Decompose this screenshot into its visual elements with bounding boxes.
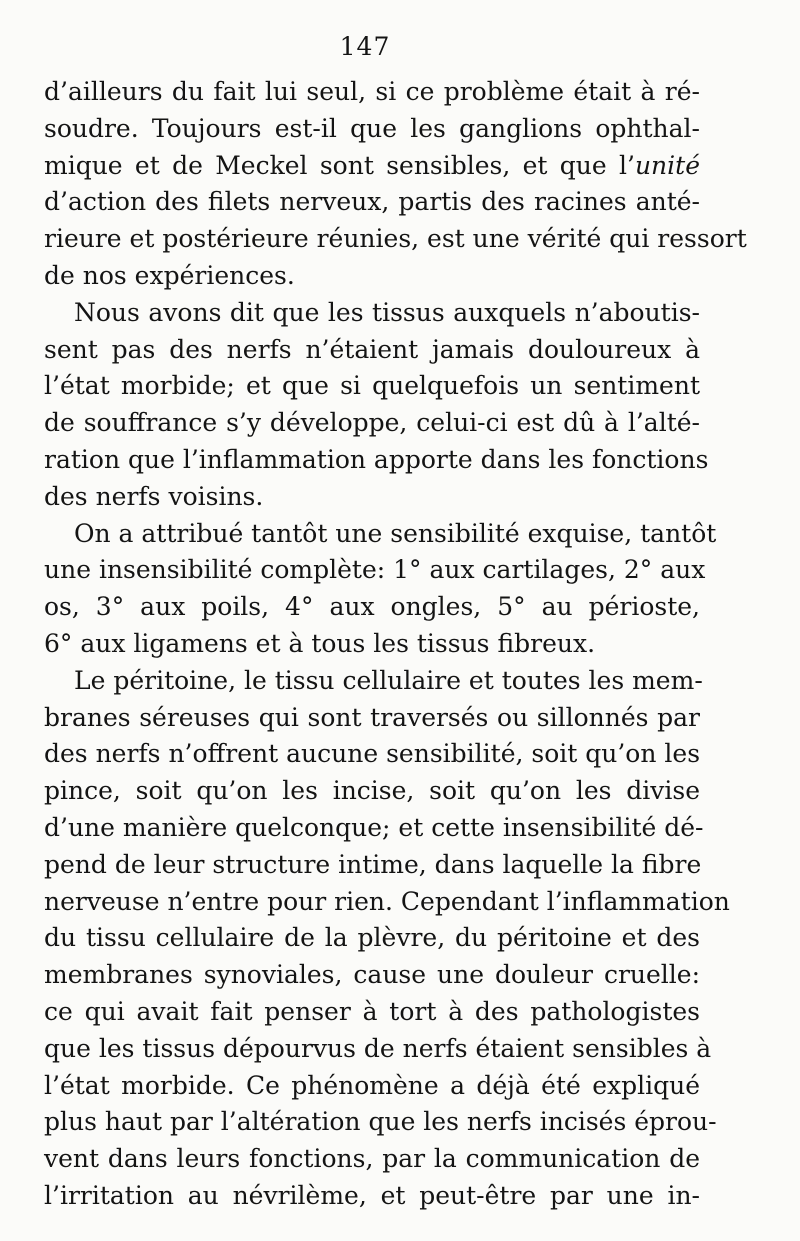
text-line: 6° aux ligamens et à tous les tissus fibreux. [44,628,596,658]
text-line: soudre. Toujours est-il que les ganglions ophthal- [44,113,700,143]
text-line: d’action des filets nerveux, partis des racines anté- [44,187,700,217]
text-line: Le péritoine, le tissu cellulaire et toutes les mem- [74,665,703,695]
text-line: pend de leur structure intime, dans laquelle la fibre [44,849,702,879]
text-line: des nerfs n’offrent aucune sensibilité, soit qu’on les [44,739,701,769]
text-line: de souffrance s’y développe, celui-ci est dû à l’alté- [44,408,700,438]
text-line: Nous avons dit que les tissus auxquels n’aboutis- [74,297,700,327]
paragraph-1 [44,74,747,295]
body-text [44,74,747,1215]
text-line: des nerfs voisins. [44,481,264,511]
text-line: membranes synoviales, cause une douleur cruelle: [44,960,700,990]
text-line: ce qui avait fait penser à tort à des pathologistes [44,996,700,1026]
paragraph-2 [44,295,709,516]
text-line: l’état morbide. Ce phénomène a déjà été expliqué [44,1070,700,1100]
italic-word: unité [634,150,700,180]
text-line: une insensibilité complète: 1° aux cartilages, 2° aux [44,555,706,585]
text-line: d’une manière quelconque; et cette insensibilité dé- [44,812,704,842]
text-line: On a attribué tantôt une sensibilité exquise, tantôt [74,518,717,548]
text-line: d’ailleurs du fait lui seul, si ce problème était à ré- [44,77,700,106]
text-line: nerveuse n’entre pour rien. Cependant l’inflammation [44,886,730,916]
text-line: rieure et postérieure réunies, est une vérité qui ressort [44,224,747,254]
text-line-part: mique et de Meckel sont sensibles, et que l’ [44,150,635,180]
text-line: plus haut par l’altération que les nerfs incisés éprou- [44,1107,717,1137]
text-line: l’irritation au névrilème, et peut-être par une in- [44,1180,700,1210]
text-line: os, 3° aux poils, 4° aux ongles, 5° au périoste, [44,592,700,622]
text-line [44,148,700,185]
text-line: vent dans leurs fonctions, par la communication de [44,1144,700,1174]
text-line: sent pas des nerfs n’étaient jamais douloureux à [44,334,700,364]
text-line: branes séreuses qui sont traversés ou sillonnés par [44,702,700,732]
text-line: de nos expériences. [44,260,295,290]
page-number: 147 [339,32,391,61]
text-line: pince, soit qu’on les incise, soit qu’on les divise [44,776,700,806]
text-line: ration que l’inflammation apporte dans les fonctions [44,444,709,474]
text-line: que les tissus dépourvus de nerfs étaient sensibles à [44,1033,712,1063]
text-line: du tissu cellulaire de la plèvre, du péritoine et des [44,923,700,953]
paragraph-3 [44,516,717,663]
text-line: l’état morbide; et que si quelquefois un sentiment [44,371,700,401]
paragraph-4 [44,663,730,1215]
